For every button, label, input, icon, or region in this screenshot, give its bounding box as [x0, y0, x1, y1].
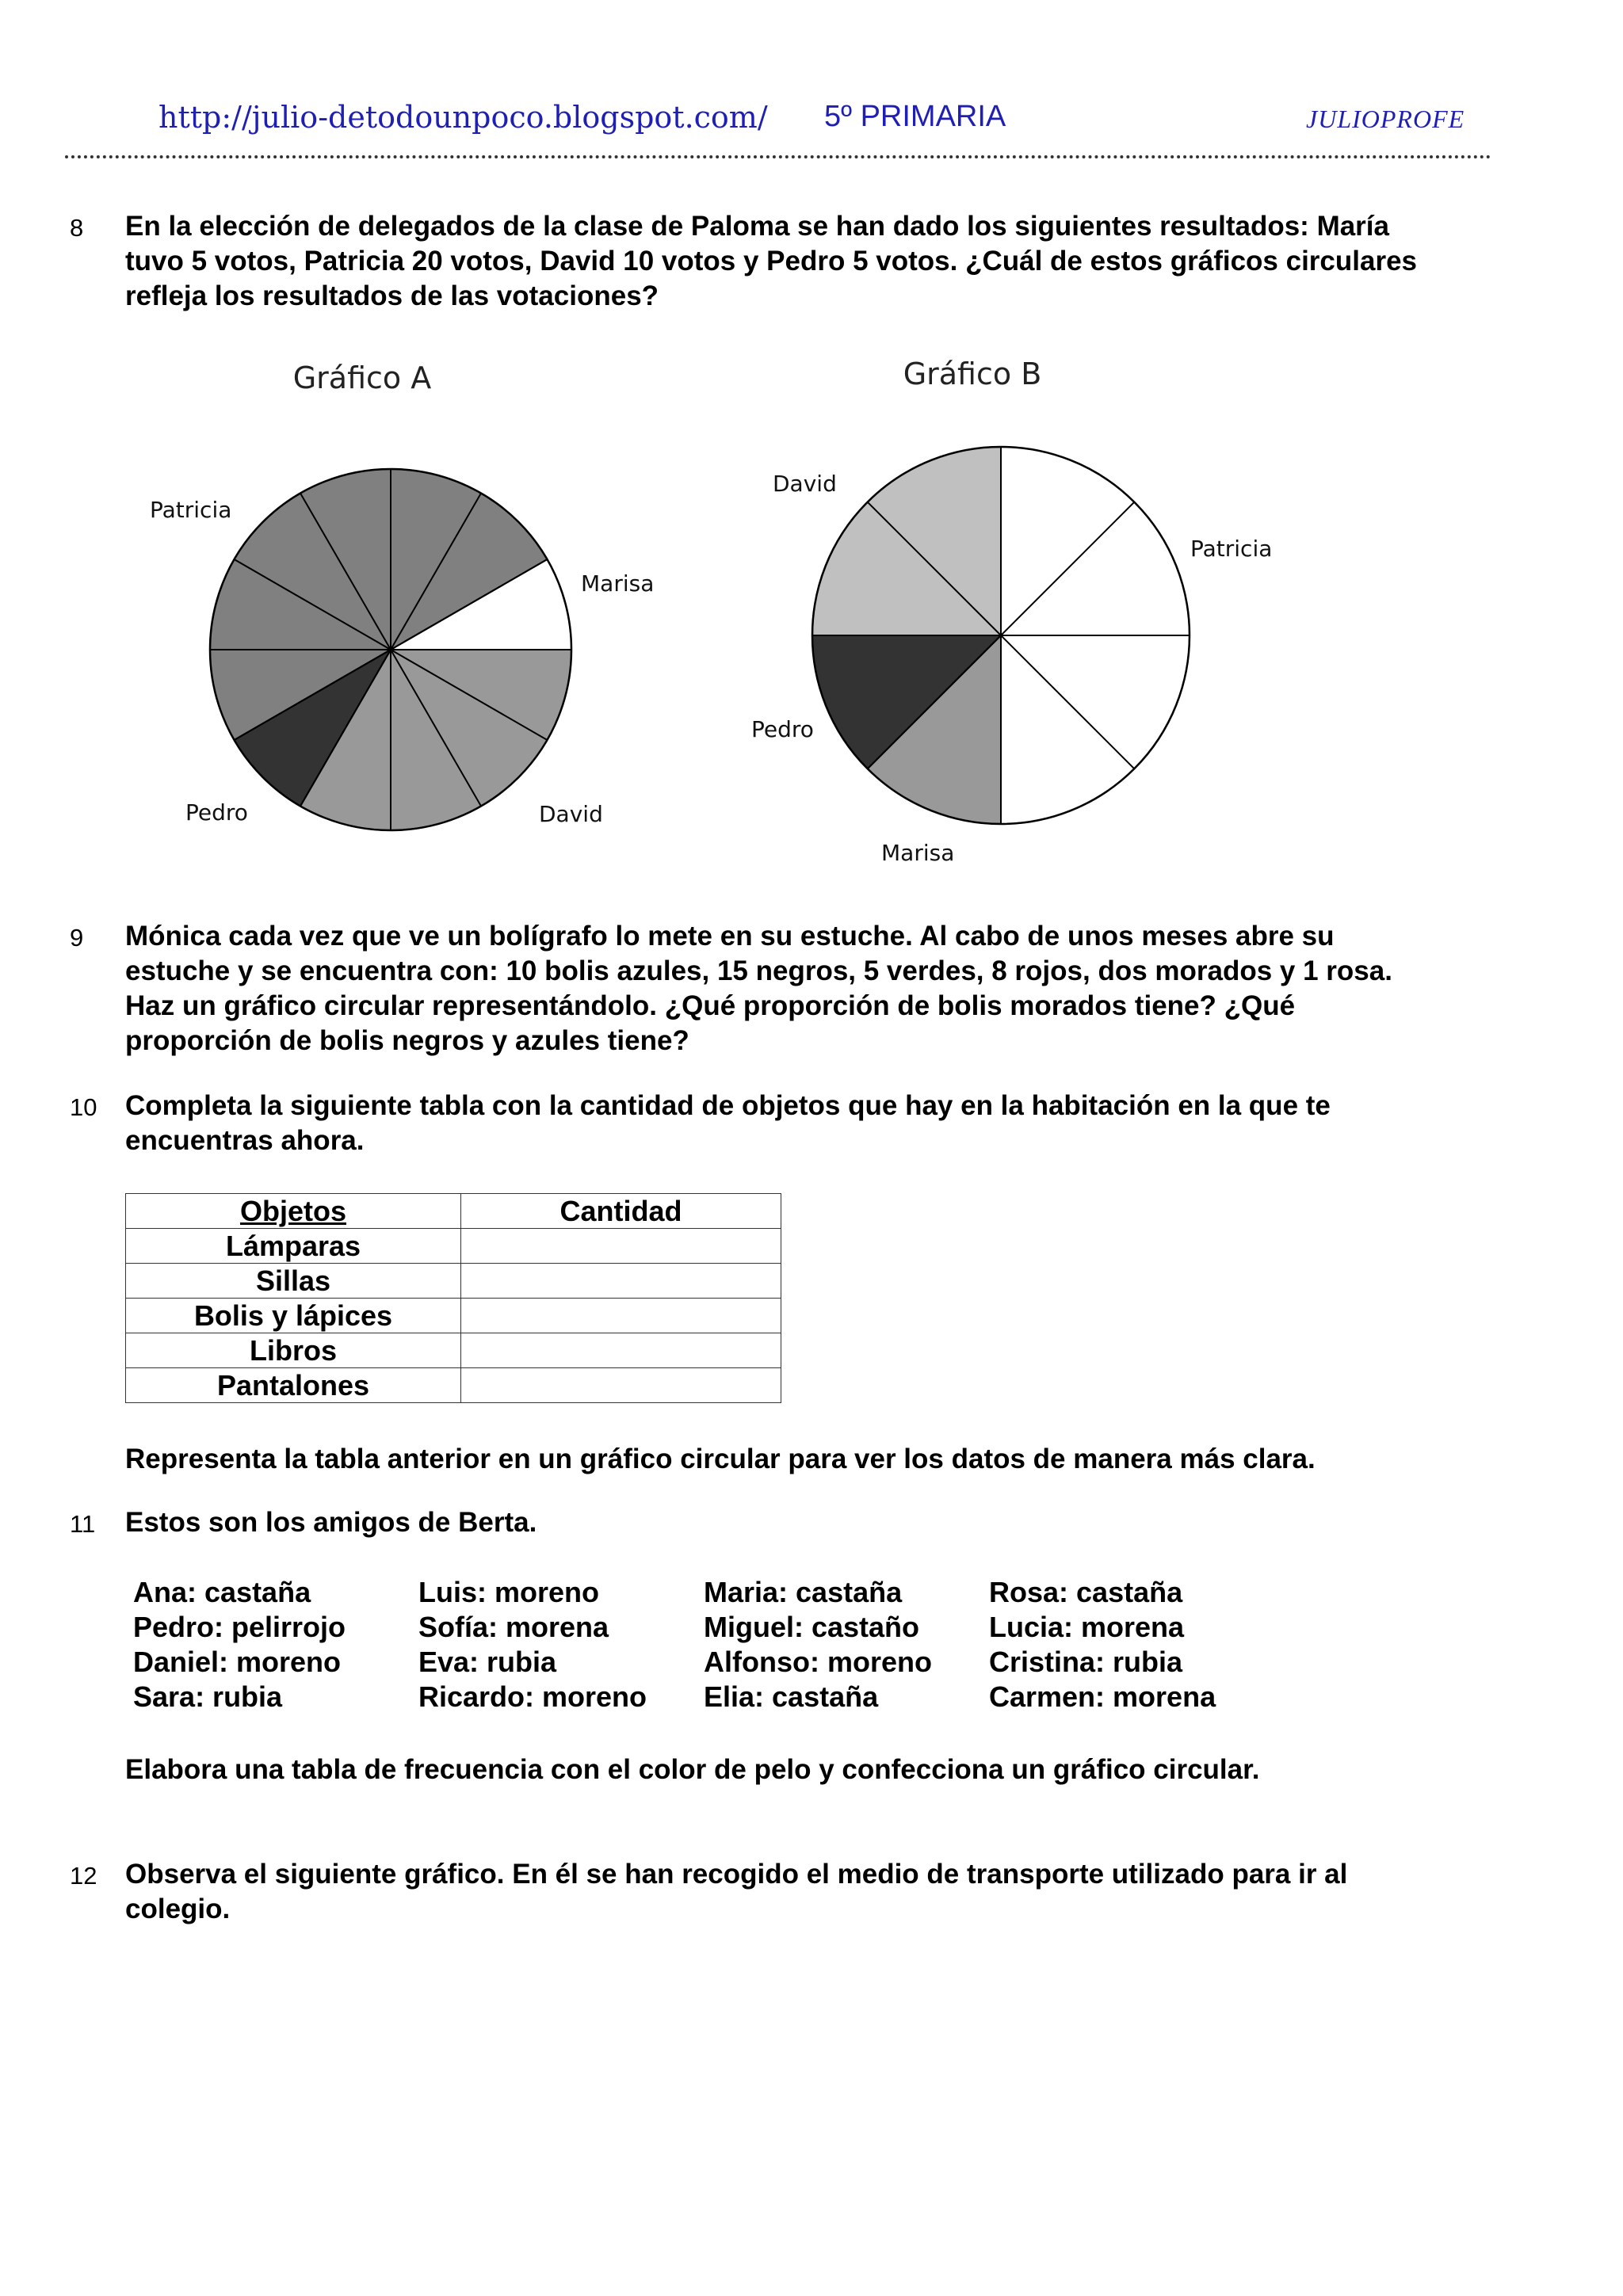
q8-line-3: refleja los resultados de las votaciones?	[125, 280, 659, 311]
table-cell-object: Pantalones	[126, 1368, 461, 1403]
table-cell-quantity[interactable]	[461, 1229, 781, 1264]
list-item: Carmen: morena	[989, 1680, 1216, 1713]
chart-b-title: Gráfico B	[903, 357, 1042, 391]
chart-a-label-patricia: Patricia	[150, 497, 232, 523]
table-cell-object: Bolis y lápices	[126, 1299, 461, 1333]
question-10-followup: Representa la tabla anterior en un gráfico circular para ver los datos de manera más clara.	[125, 1444, 1316, 1474]
table-row	[126, 1299, 781, 1333]
question-12-text	[125, 1857, 1552, 1927]
pie-chart-a	[127, 349, 682, 840]
list-item: Eva: rubia	[418, 1646, 557, 1678]
list-item: Ricardo: moreno	[418, 1680, 647, 1713]
q9-line-2: estuche y se encuentra con: 10 bolis azules, 15 negros, 5 verdes, 8 rojos, dos morados y 1 rosa.	[125, 955, 1392, 986]
question-10-number: 10	[70, 1093, 97, 1121]
chart-b-label-pedro: Pedro	[751, 716, 814, 742]
q8-line-1: En la elección de delegados de la clase de Paloma se han dado los siguientes resultados: María	[125, 211, 1389, 242]
header-divider	[65, 155, 1491, 158]
table-cell-quantity[interactable]	[461, 1264, 781, 1299]
q12-line-2: colegio.	[125, 1894, 231, 1924]
chart-b-slices	[812, 447, 1190, 824]
list-item: Alfonso: moreno	[704, 1646, 932, 1678]
list-item: Cristina: rubia	[989, 1646, 1183, 1678]
table-header-objetos: Objetos	[126, 1194, 461, 1229]
table-row	[126, 1368, 781, 1403]
q12-line-1: Observa el siguiente gráfico. En él se han recogido el medio de transporte utilizado para ir al	[125, 1859, 1348, 1890]
q8-line-2: tuvo 5 votos, Patricia 20 votos, David 10 votos y Pedro 5 votos. ¿Cuál de estos gráficos circulares	[125, 246, 1418, 277]
chart-a-label-david: David	[539, 801, 603, 827]
table-cell-object: Sillas	[126, 1264, 461, 1299]
q10-line-2: encuentras ahora.	[125, 1125, 365, 1156]
chart-b-label-patricia: Patricia	[1190, 536, 1273, 562]
question-9-number: 9	[70, 924, 84, 952]
question-11-number: 11	[70, 1510, 96, 1538]
table-row	[126, 1229, 781, 1264]
list-item: Daniel: moreno	[133, 1646, 342, 1678]
list-item: Ana: castaña	[133, 1576, 311, 1608]
friends-column-1	[133, 1575, 346, 1714]
list-item: Rosa: castaña	[989, 1576, 1183, 1608]
pie-chart-b	[729, 349, 1284, 871]
chart-a-label-pedro: Pedro	[185, 799, 248, 826]
q9-line-1: Mónica cada vez que ve un bolígrafo lo mete en su estuche. Al cabo de unos meses abre su	[125, 921, 1335, 952]
list-item: Sofía: morena	[418, 1611, 609, 1643]
question-11-text: Estos son los amigos de Berta.	[125, 1507, 537, 1538]
question-8-text	[125, 209, 1552, 314]
header-url: http://julio-detodounpoco.blogspot.com/	[158, 100, 768, 135]
question-10-text	[125, 1089, 1552, 1158]
question-8-number: 8	[70, 214, 84, 242]
list-item: Miguel: castaño	[704, 1611, 920, 1643]
list-item: Lucia: morena	[989, 1611, 1185, 1643]
list-item: Sara: rubia	[133, 1680, 283, 1713]
table-row	[126, 1264, 781, 1299]
chart-a-slices	[210, 469, 571, 830]
chart-a-title: Gráfico A	[292, 360, 432, 395]
table-cell-quantity[interactable]	[461, 1333, 781, 1368]
chart-b-label-marisa: Marisa	[881, 840, 955, 866]
question-11-followup: Elabora una tabla de frecuencia con el color de pelo y confecciona un gráfico circular.	[125, 1754, 1260, 1785]
list-item: Maria: castaña	[704, 1576, 903, 1608]
table-header-cantidad: Cantidad	[461, 1194, 781, 1229]
list-item: Pedro: pelirrojo	[133, 1611, 346, 1643]
table-header-row	[126, 1194, 781, 1229]
friends-column-4	[989, 1575, 1216, 1714]
header-grade: 5º PRIMARIA	[824, 100, 1006, 133]
table-cell-object: Lámparas	[126, 1229, 461, 1264]
list-item: Luis: moreno	[418, 1576, 600, 1608]
list-item: Elia: castaña	[704, 1680, 879, 1713]
q10-line-1: Completa la siguiente tabla con la cantidad de objetos que hay en la habitación en la que te	[125, 1090, 1331, 1121]
table-cell-quantity[interactable]	[461, 1299, 781, 1333]
table-row	[126, 1333, 781, 1368]
chart-a-label-marisa: Marisa	[581, 570, 655, 597]
table-cell-object: Libros	[126, 1333, 461, 1368]
chart-b-label-david: David	[773, 471, 837, 497]
header-author: JULIOPROFE	[1306, 105, 1465, 133]
question-12-number: 12	[70, 1862, 97, 1890]
q9-line-4: proporción de bolis negros y azules tiene?	[125, 1025, 689, 1056]
objects-table	[125, 1193, 781, 1403]
question-9-text	[125, 919, 1552, 1058]
friends-column-2	[418, 1575, 647, 1714]
friends-column-3	[704, 1575, 932, 1714]
q9-line-3: Haz un gráfico circular representándolo. ¿Qué proporción de bolis morados tiene? ¿Qué	[125, 990, 1296, 1021]
table-cell-quantity[interactable]	[461, 1368, 781, 1403]
